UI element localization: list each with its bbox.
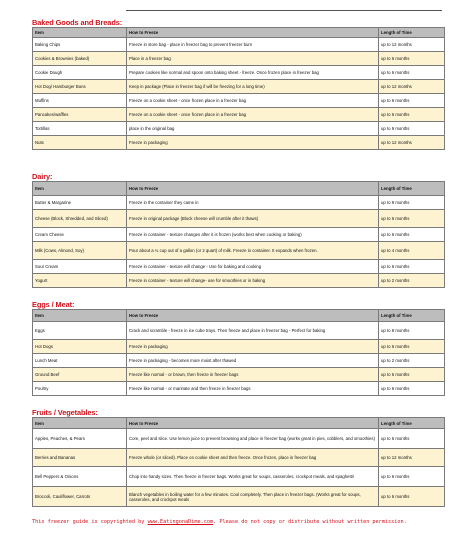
table-row [33, 467, 445, 487]
item-cell: Milk (Cows, Almond, Soy) [33, 242, 127, 260]
length-of-time-cell: up to 6 months [379, 52, 445, 66]
top-rule [126, 10, 442, 11]
column-header: How to Freeze [127, 182, 379, 196]
column-header: How to Freeze [127, 310, 379, 322]
how-to-freeze-cell: Freeze in packaging - becomes more moist after thawed [127, 354, 379, 368]
length-of-time-cell: up to 6 months [379, 108, 445, 122]
header-row [33, 310, 445, 322]
column-header: Item [33, 310, 127, 322]
item-cell: Berries and Bananas [33, 449, 127, 467]
length-of-time-cell: up to 6 months [379, 382, 445, 396]
how-to-freeze-cell: place in the original bag [127, 122, 379, 136]
table-row [33, 340, 445, 354]
item-cell: Poultry [33, 382, 127, 396]
table-row [33, 228, 445, 242]
item-cell: Cookie Dough [33, 66, 127, 80]
how-to-freeze-cell: Pour about a ¼ cup out of a gallon (or 2 quart) of milk. Freeze in container. It expands when frozen. [127, 242, 379, 260]
item-cell: Muffins [33, 94, 127, 108]
table-row [33, 260, 445, 274]
item-cell: Nuts [33, 136, 127, 150]
table-row [33, 66, 445, 80]
length-of-time-cell: up to 2 months [379, 274, 445, 288]
header-row [33, 418, 445, 429]
column-header: How to Freeze [127, 28, 379, 38]
how-to-freeze-cell: Freeze in container - texture will change- use for smoothies or in baking [127, 274, 379, 288]
length-of-time-cell: up to 9 months [379, 122, 445, 136]
table-row [33, 94, 445, 108]
table-row [33, 122, 445, 136]
freezer-table [32, 27, 445, 150]
how-to-freeze-cell: Freeze like normal - or brown, then freeze in freezer bags [127, 368, 379, 382]
length-of-time-cell: up to 12 months [379, 136, 445, 150]
table-row [33, 354, 445, 368]
table-row [33, 38, 445, 52]
item-cell: Hot Dogs [33, 340, 127, 354]
length-of-time-cell: up to 2 months [379, 354, 445, 368]
section-title: Baked Goods and Breads: [32, 18, 123, 27]
length-of-time-cell: up to 6 months [379, 210, 445, 228]
table-row [33, 196, 445, 210]
section-title: Fruits / Vegetables: [32, 408, 98, 417]
how-to-freeze-cell: Keep in package (Place in freezer bag if will be freezing for a long time) [127, 80, 379, 94]
column-header: Item [33, 28, 127, 38]
length-of-time-cell: up to 6 months [379, 467, 445, 487]
table-row [33, 136, 445, 150]
copyright-footer [32, 519, 444, 526]
header-row [33, 182, 445, 196]
table-row [33, 242, 445, 260]
how-to-freeze-cell: Freeze whole (or sliced). Place on cookie sheet and then freeze. Once frozen, place in freezer bag [127, 449, 379, 467]
footer-text-before: This freezer guide is copyrighted by [32, 519, 148, 525]
section-title: Dairy: [32, 172, 53, 181]
item-cell: Apples, Peaches, & Pears [33, 429, 127, 449]
table-row [33, 449, 445, 467]
how-to-freeze-cell: Crack and scramble - freeze in ice cube trays. Then freeze and place in freezer bag - Perfect for baking [127, 322, 379, 340]
item-cell: Pancakes/waffles [33, 108, 127, 122]
item-cell: Lunch Meat [33, 354, 127, 368]
item-cell: Bell Peppers & Onions [33, 467, 127, 487]
item-cell: Butter & Margarine [33, 196, 127, 210]
how-to-freeze-cell: Freeze in packaging [127, 340, 379, 354]
length-of-time-cell: up to 4 months [379, 242, 445, 260]
how-to-freeze-cell: Core, peel and slice. Use lemon juice to prevent browning and place in freezer bag (works great in pies, cobblers, and smoothies) [127, 429, 379, 449]
column-header: Length of Time [379, 182, 445, 196]
footer-text-after: . Please do not copy or distribute without written permission. [213, 519, 407, 525]
header-row [33, 28, 445, 38]
table-row [33, 80, 445, 94]
column-header: Length of Time [379, 28, 445, 38]
table-row [33, 274, 445, 288]
table-row [33, 210, 445, 228]
length-of-time-cell: up to 6 months [379, 66, 445, 80]
how-to-freeze-cell: Freeze in packaging [127, 136, 379, 150]
item-cell: Cheese (Block, Shredded, and Sliced) [33, 210, 127, 228]
column-header: Item [33, 182, 127, 196]
length-of-time-cell: up to 6 months [379, 94, 445, 108]
section-3 [32, 408, 444, 507]
table-row [33, 382, 445, 396]
item-cell: Ground Beef [33, 368, 127, 382]
table-row [33, 108, 445, 122]
section-0 [32, 18, 444, 150]
column-header: Item [33, 418, 127, 429]
how-to-freeze-cell: Freeze in the container they came in [127, 196, 379, 210]
length-of-time-cell: up to 8 months [379, 322, 445, 340]
how-to-freeze-cell: Freeze on a cookie sheet - once frozen place in a freezer bag [127, 108, 379, 122]
table-row [33, 487, 445, 507]
table-row [33, 429, 445, 449]
how-to-freeze-cell: Blanch vegetables in boiling water for a few minutes. Cool completely. Then place in freezer bags. (Works great for soups, casseroles, and crockpot meals [127, 487, 379, 507]
how-to-freeze-cell: Prepare cookies like normal and spoon onto baking sheet - freeze. Once frozen place in freezer bag [127, 66, 379, 80]
item-cell: Hot Dog/ Hamburger Buns [33, 80, 127, 94]
how-to-freeze-cell: Freeze in container - texture will change - Use for baking and cooking [127, 260, 379, 274]
column-header: Length of Time [379, 310, 445, 322]
length-of-time-cell: up to 6 months [379, 429, 445, 449]
item-cell: Cookies & Brownies (baked) [33, 52, 127, 66]
table-row [33, 322, 445, 340]
table-row [33, 368, 445, 382]
item-cell: Eggs [33, 322, 127, 340]
length-of-time-cell: up to 12 months [379, 80, 445, 94]
how-to-freeze-cell: Freeze in container - texture changes after it is frozen (works best when cooking or baking) [127, 228, 379, 242]
length-of-time-cell: up to 12 months [379, 449, 445, 467]
section-1 [32, 172, 444, 288]
length-of-time-cell: up to 12 months [379, 38, 445, 52]
section-title: Eggs / Meat: [32, 300, 75, 309]
how-to-freeze-cell: Freeze on a cookie sheet - once frozen place in a freezer bag [127, 94, 379, 108]
length-of-time-cell: up to 6 months [379, 487, 445, 507]
length-of-time-cell: up to 6 months [379, 260, 445, 274]
section-2 [32, 300, 444, 396]
how-to-freeze-cell: Chop into handy sizes. Then freeze in freezer bags. Works great for soups, casseroles, crockpot meals, and spaghetti! [127, 467, 379, 487]
length-of-time-cell: up to 6 months [379, 340, 445, 354]
freezer-table [32, 417, 445, 507]
how-to-freeze-cell: Freeze in original package (Block cheese will crumble after it thaws) [127, 210, 379, 228]
table-row [33, 52, 445, 66]
how-to-freeze-cell: Freeze in store bag - place in freezer bag to prevent freezer burn [127, 38, 379, 52]
item-cell: Tortillas [33, 122, 127, 136]
item-cell: Cream Cheese [33, 228, 127, 242]
item-cell: Baking Chips [33, 38, 127, 52]
length-of-time-cell: up to 6 months [379, 368, 445, 382]
freezer-table [32, 309, 445, 396]
item-cell: Broccoli, Cauliflower, Carrots [33, 487, 127, 507]
column-header: Length of Time [379, 418, 445, 429]
item-cell: Sour Cream [33, 260, 127, 274]
how-to-freeze-cell: Freeze like normal - or marinate and then freeze in freezer bags [127, 382, 379, 396]
length-of-time-cell: up to 9 months [379, 196, 445, 210]
freezer-table [32, 181, 445, 288]
column-header: How to Freeze [127, 418, 379, 429]
footer-link[interactable]: www.EatingonaDime.com [147, 519, 214, 525]
item-cell: Yogurt [33, 274, 127, 288]
length-of-time-cell: up to 6 months [379, 228, 445, 242]
how-to-freeze-cell: Place in a freezer bag [127, 52, 379, 66]
